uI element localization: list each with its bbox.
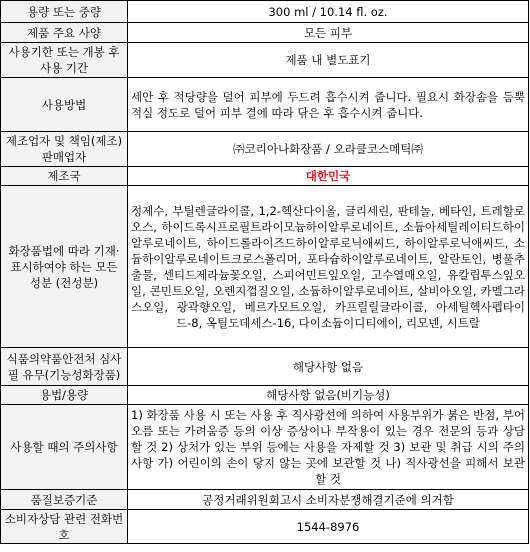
table-row [1,348,529,386]
table-row [1,167,529,186]
row-value: 해당사항 없음(비기능성) [128,386,529,405]
table-row [1,1,529,23]
row-value: 모든 피부 [128,23,529,43]
row-label: 사용방법 [1,78,128,132]
row-label: 제품 주요 사양 [1,23,128,43]
row-label: 제조업자 및 책임(제조)판매업자 [1,132,128,167]
table-row [1,43,529,78]
table-row [1,23,529,43]
row-label: 사용할 때의 주의사항 [1,405,128,490]
row-label: 소비자상담 관련 전화번호 [1,510,128,544]
ingredients-value: 정제수, 부틸렌글라이콜, 1,2-헥산다이올, 글리세린, 판테놀, 베타인, 트레할로오스, 하이드록시프로필트라이모늄하이알루로네이트, 소듐아세틸레이티드하이알루로네이트, 하이드롤라이즈드하이알루로닉애씨드, 하이알루로닉애씨드, 소듐하이알루로네이트크로스폴리머, 포타슘하이알루로네이트, 알란토인, 병풀추출물, 센티드제라늄꽃오일, 스피어민트잎오일, 고수열매오일, 유칼립투스잎오일, 콘민트오일, 오렌지껍질오일, 소듐하이알루로네이트, 살비아오일, 카멜그라스오일, 광곽향오일, 베르가모트오일, 카프릴릴글라이콜, 아세틸헥사펩타이드-8, 옥틸도데세스-16, 다이소듐이디티에이, 리모넨, 시트랄 [128,186,529,348]
row-value: 세안 후 적당량을 덜어 피부에 두드려 흡수시켜 줍니다. 필요시 화장솜을 듬뿍 적실 정도로 덜어 피부 결에 따라 닦은 후 흡수시켜 줍니다. [128,78,529,132]
row-label: 제조국 [1,167,128,186]
row-value: 300 ml / 10.14 fl. oz. [128,1,529,23]
table-row [1,132,529,167]
row-value: 제품 내 별도표기 [128,43,529,78]
table-row [1,490,529,510]
row-label: 품질보증기준 [1,490,128,510]
row-value: 해당사항 없음 [128,348,529,386]
row-label: 용법/용량 [1,386,128,405]
table-row [1,186,529,348]
table-row [1,510,529,544]
row-value: 공정거래위원회고시 소비자분쟁해결기준에 의거함 [128,490,529,510]
row-label: 식품의약품안전처 심사 필 유무(기능성화장품) [1,348,128,386]
table-row [1,78,529,132]
table-row [1,405,529,490]
precautions-value: 1) 화장품 사용 시 또는 사용 후 직사광선에 의하여 사용부위가 붉은 반점, 부어오름 또는 가려움증 등의 이상 증상이나 부작용이 있는 경우 전문의 등과 상담할 것 2) 상처가 있는 부위 등에는 사용을 자제할 것 3) 보관 및 취급 시의 주의사항 가) 어린이의 손이 닿지 않는 곳에 보관할 것 나) 직사광선을 피해서 보관할 것 [128,405,529,490]
table-row [1,386,529,405]
row-label: 용량 또는 중량 [1,1,128,23]
row-label: 화장품법에 따라 기재·표시하여야 하는 모든 성분 (전성분) [1,186,128,348]
row-label: 사용기한 또는 개봉 후 사용 기간 [1,43,128,78]
row-value: ㈜코리아나화장품 / 오라클코스메틱㈜ [128,132,529,167]
row-value: 1544-8976 [128,510,529,544]
country-value: 대한민국 [128,167,529,186]
